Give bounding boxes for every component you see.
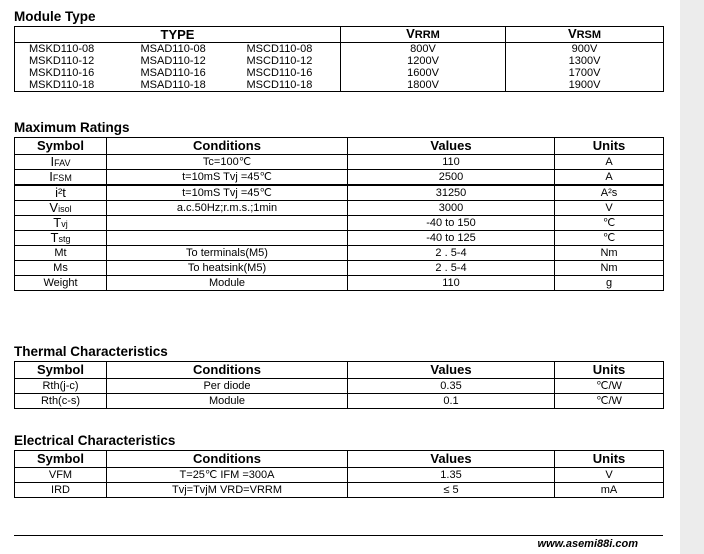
units-cell: Nm — [555, 246, 664, 261]
values-cell: ≤ 5 — [348, 483, 555, 498]
mscd-type-cell: MSCD110-16 — [231, 67, 341, 79]
units-cell: A — [555, 170, 664, 186]
vrrm-cell: 800V — [341, 43, 506, 56]
vrsm-header: VRSM — [506, 27, 664, 43]
table-row — [15, 67, 664, 79]
vrrm-cell: 1200V — [341, 55, 506, 67]
conditions-cell — [107, 231, 348, 246]
module-type-table — [14, 26, 664, 92]
values-cell: 2 . 5-4 — [348, 246, 555, 261]
mscd-type-cell: MSCD110-12 — [231, 55, 341, 67]
conditions-cell: a.c.50Hz;r.m.s.;1min — [107, 201, 348, 216]
vrrm-cell: 1600V — [341, 67, 506, 79]
table-row — [15, 185, 664, 201]
units-header: Units — [555, 362, 664, 379]
type-header: TYPE — [15, 27, 341, 43]
units-cell: ℃ — [555, 216, 664, 231]
vrrm-header: VRRM — [341, 27, 506, 43]
electrical-table — [14, 450, 664, 498]
symbol-cell: Rth(c-s) — [15, 394, 107, 409]
values-cell: 1.35 — [348, 468, 555, 483]
conditions-cell: t=10mS Tvj =45℃ — [107, 170, 348, 186]
conditions-cell: To heatsink(M5) — [107, 261, 348, 276]
symbol-cell: Tvj — [15, 216, 107, 231]
max-ratings-header-row — [15, 138, 664, 155]
values-header: Values — [348, 362, 555, 379]
values-cell: -40 to 150 — [348, 216, 555, 231]
vrsm-cell: 900V — [506, 43, 664, 56]
symbol-cell: Ms — [15, 261, 107, 276]
table-row — [15, 201, 664, 216]
table-row — [15, 379, 664, 394]
module-type-title: Module Type — [14, 9, 96, 24]
msad-type-cell: MSAD110-08 — [140, 43, 206, 55]
values-cell: 110 — [348, 155, 555, 170]
msad-type-cell: MSAD110-18 — [125, 79, 231, 92]
table-row — [15, 468, 664, 483]
thermal-title: Thermal Characteristics — [14, 344, 168, 359]
units-cell: mA — [555, 483, 664, 498]
values-cell: 2 . 5-4 — [348, 261, 555, 276]
conditions-cell: Module — [107, 276, 348, 291]
units-cell: V — [555, 201, 664, 216]
symbol-header: Symbol — [15, 451, 107, 468]
conditions-cell: Module — [107, 394, 348, 409]
max-ratings-title: Maximum Ratings — [14, 120, 130, 135]
values-header: Values — [348, 451, 555, 468]
conditions-cell: T=25℃ IFM =300A — [107, 468, 348, 483]
symbol-header: Symbol — [15, 362, 107, 379]
values-cell: 110 — [348, 276, 555, 291]
mscd-type-cell: MSCD110-18 — [231, 79, 341, 92]
units-cell: A²s — [555, 185, 664, 201]
symbol-cell: Visol — [15, 201, 107, 216]
units-cell: g — [555, 276, 664, 291]
symbol-cell: IFSM — [15, 170, 107, 186]
conditions-cell: To terminals(M5) — [107, 246, 348, 261]
symbol-cell: Weight — [15, 276, 107, 291]
symbol-cell: VFM — [15, 468, 107, 483]
electrical-title: Electrical Characteristics — [14, 433, 176, 448]
mscd-type-cell: MSCD110-08 — [231, 43, 341, 56]
values-cell: 3000 — [348, 201, 555, 216]
footer-url: www.asemi88i.com — [537, 538, 638, 550]
table-row — [15, 276, 664, 291]
table-row — [15, 79, 664, 92]
conditions-header: Conditions — [107, 138, 348, 155]
vrsm-cell: 1700V — [506, 67, 664, 79]
symbol-cell: IFAV — [15, 155, 107, 170]
symbol-cell: i²t — [15, 185, 107, 201]
thermal-table — [14, 361, 664, 409]
vrrm-cell: 1800V — [341, 79, 506, 92]
conditions-cell: Per diode — [107, 379, 348, 394]
values-cell: 31250 — [348, 185, 555, 201]
max-ratings-table — [14, 137, 664, 291]
mskd-type-cell: MSKD110-08 — [15, 43, 125, 56]
symbol-cell: IRD — [15, 483, 107, 498]
conditions-header: Conditions — [107, 362, 348, 379]
symbol-cell: Mt — [15, 246, 107, 261]
table-row — [15, 155, 664, 170]
table-row — [15, 483, 664, 498]
mskd-type-cell: MSKD110-18 — [15, 79, 125, 92]
footer-divider — [14, 535, 663, 536]
conditions-cell: t=10mS Tvj =45℃ — [107, 185, 348, 201]
units-header: Units — [555, 138, 664, 155]
symbol-cell: Rth(j-c) — [15, 379, 107, 394]
table-row — [15, 231, 664, 246]
values-cell: 0.35 — [348, 379, 555, 394]
msad-type-cell: MSAD110-16 — [140, 67, 206, 79]
table-row — [15, 394, 664, 409]
values-cell: 2500 — [348, 170, 555, 186]
units-cell: A — [555, 155, 664, 170]
symbol-cell: Tstg — [15, 231, 107, 246]
values-cell: 0.1 — [348, 394, 555, 409]
table-row — [15, 261, 664, 276]
vrsm-cell: 1300V — [506, 55, 664, 67]
conditions-cell — [107, 216, 348, 231]
conditions-cell: Tvj=TvjM VRD=VRRM — [107, 483, 348, 498]
units-cell: ℃/W — [555, 379, 664, 394]
units-cell: ℃ — [555, 231, 664, 246]
units-cell: V — [555, 468, 664, 483]
scrollbar-gutter — [680, 0, 704, 554]
vrsm-cell: 1900V — [506, 79, 664, 92]
mskd-type-cell: MSKD110-12 — [15, 55, 125, 67]
thermal-header-row — [15, 362, 664, 379]
conditions-header: Conditions — [107, 451, 348, 468]
table-row — [15, 55, 664, 67]
table-row — [15, 170, 664, 186]
electrical-header-row — [15, 451, 664, 468]
units-cell: Nm — [555, 261, 664, 276]
units-cell: ℃/W — [555, 394, 664, 409]
mskd-type-cell: MSKD110-16 — [15, 67, 125, 79]
units-header: Units — [555, 451, 664, 468]
module-type-header-row — [15, 27, 664, 43]
conditions-cell: Tc=100℃ — [107, 155, 348, 170]
table-row — [15, 246, 664, 261]
values-header: Values — [348, 138, 555, 155]
table-row — [15, 43, 664, 56]
msad-type-cell: MSAD110-12 — [140, 55, 206, 67]
table-row — [15, 216, 664, 231]
symbol-header: Symbol — [15, 138, 107, 155]
values-cell: -40 to 125 — [348, 231, 555, 246]
